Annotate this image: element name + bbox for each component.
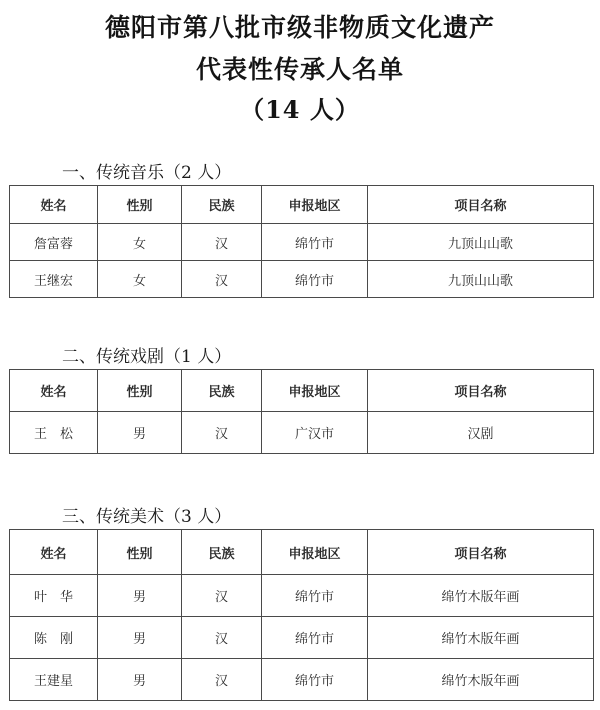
header-name: 姓名 bbox=[10, 370, 98, 412]
cell-gender: 男 bbox=[98, 659, 182, 701]
cell-region: 绵竹市 bbox=[262, 261, 368, 298]
cell-project: 绵竹木版年画 bbox=[368, 575, 594, 617]
cell-name: 叶 华 bbox=[10, 575, 98, 617]
cell-project: 九顶山山歌 bbox=[368, 261, 594, 298]
cell-gender: 男 bbox=[98, 412, 182, 454]
table-row bbox=[10, 412, 594, 454]
table-traditional-drama bbox=[9, 369, 594, 454]
cell-gender: 女 bbox=[98, 261, 182, 298]
cell-name: 王 松 bbox=[10, 412, 98, 454]
cell-ethnicity: 汉 bbox=[182, 575, 262, 617]
header-ethnicity: 民族 bbox=[182, 186, 262, 224]
document-title-line-1: 德阳市第八批市级非物质文化遗产 bbox=[104, 13, 495, 42]
header-name: 姓名 bbox=[10, 530, 98, 575]
cell-project: 九顶山山歌 bbox=[368, 224, 594, 261]
cell-project: 绵竹木版年画 bbox=[368, 659, 594, 701]
header-gender: 性别 bbox=[98, 186, 182, 224]
table-row bbox=[10, 261, 594, 298]
section-heading-traditional-music: 一、传统音乐（2 人） bbox=[62, 163, 232, 183]
cell-name: 王继宏 bbox=[10, 261, 98, 298]
cell-ethnicity: 汉 bbox=[182, 261, 262, 298]
cell-region: 绵竹市 bbox=[262, 575, 368, 617]
table-traditional-music bbox=[9, 185, 594, 298]
cell-gender: 男 bbox=[98, 575, 182, 617]
table-row bbox=[10, 224, 594, 261]
header-region: 申报地区 bbox=[262, 530, 368, 575]
header-project: 项目名称 bbox=[368, 370, 594, 412]
cell-ethnicity: 汉 bbox=[182, 224, 262, 261]
header-project: 项目名称 bbox=[368, 530, 594, 575]
header-name: 姓名 bbox=[10, 186, 98, 224]
cell-gender: 女 bbox=[98, 224, 182, 261]
header-region: 申报地区 bbox=[262, 186, 368, 224]
cell-name: 王建星 bbox=[10, 659, 98, 701]
table-row bbox=[10, 575, 594, 617]
cell-ethnicity: 汉 bbox=[182, 412, 262, 454]
table-header-row bbox=[10, 370, 594, 412]
document-title-count: （14 人） bbox=[240, 95, 360, 124]
cell-project: 汉剧 bbox=[368, 412, 594, 454]
cell-ethnicity: 汉 bbox=[182, 659, 262, 701]
table-row bbox=[10, 617, 594, 659]
cell-region: 广汉市 bbox=[262, 412, 368, 454]
table-row bbox=[10, 659, 594, 701]
header-project: 项目名称 bbox=[368, 186, 594, 224]
cell-name: 詹富蓉 bbox=[10, 224, 98, 261]
cell-ethnicity: 汉 bbox=[182, 617, 262, 659]
header-region: 申报地区 bbox=[262, 370, 368, 412]
section-heading-traditional-drama: 二、传统戏剧（1 人） bbox=[62, 347, 232, 367]
header-gender: 性别 bbox=[98, 370, 182, 412]
table-header-row bbox=[10, 530, 594, 575]
header-ethnicity: 民族 bbox=[182, 530, 262, 575]
header-gender: 性别 bbox=[98, 530, 182, 575]
table-traditional-arts bbox=[9, 529, 594, 701]
cell-name: 陈 刚 bbox=[10, 617, 98, 659]
table-header-row bbox=[10, 186, 594, 224]
document-title-line-2: 代表性传承人名单 bbox=[195, 55, 404, 84]
cell-region: 绵竹市 bbox=[262, 659, 368, 701]
cell-region: 绵竹市 bbox=[262, 224, 368, 261]
section-heading-traditional-arts: 三、传统美术（3 人） bbox=[62, 507, 232, 527]
cell-region: 绵竹市 bbox=[262, 617, 368, 659]
header-ethnicity: 民族 bbox=[182, 370, 262, 412]
cell-project: 绵竹木版年画 bbox=[368, 617, 594, 659]
cell-gender: 男 bbox=[98, 617, 182, 659]
